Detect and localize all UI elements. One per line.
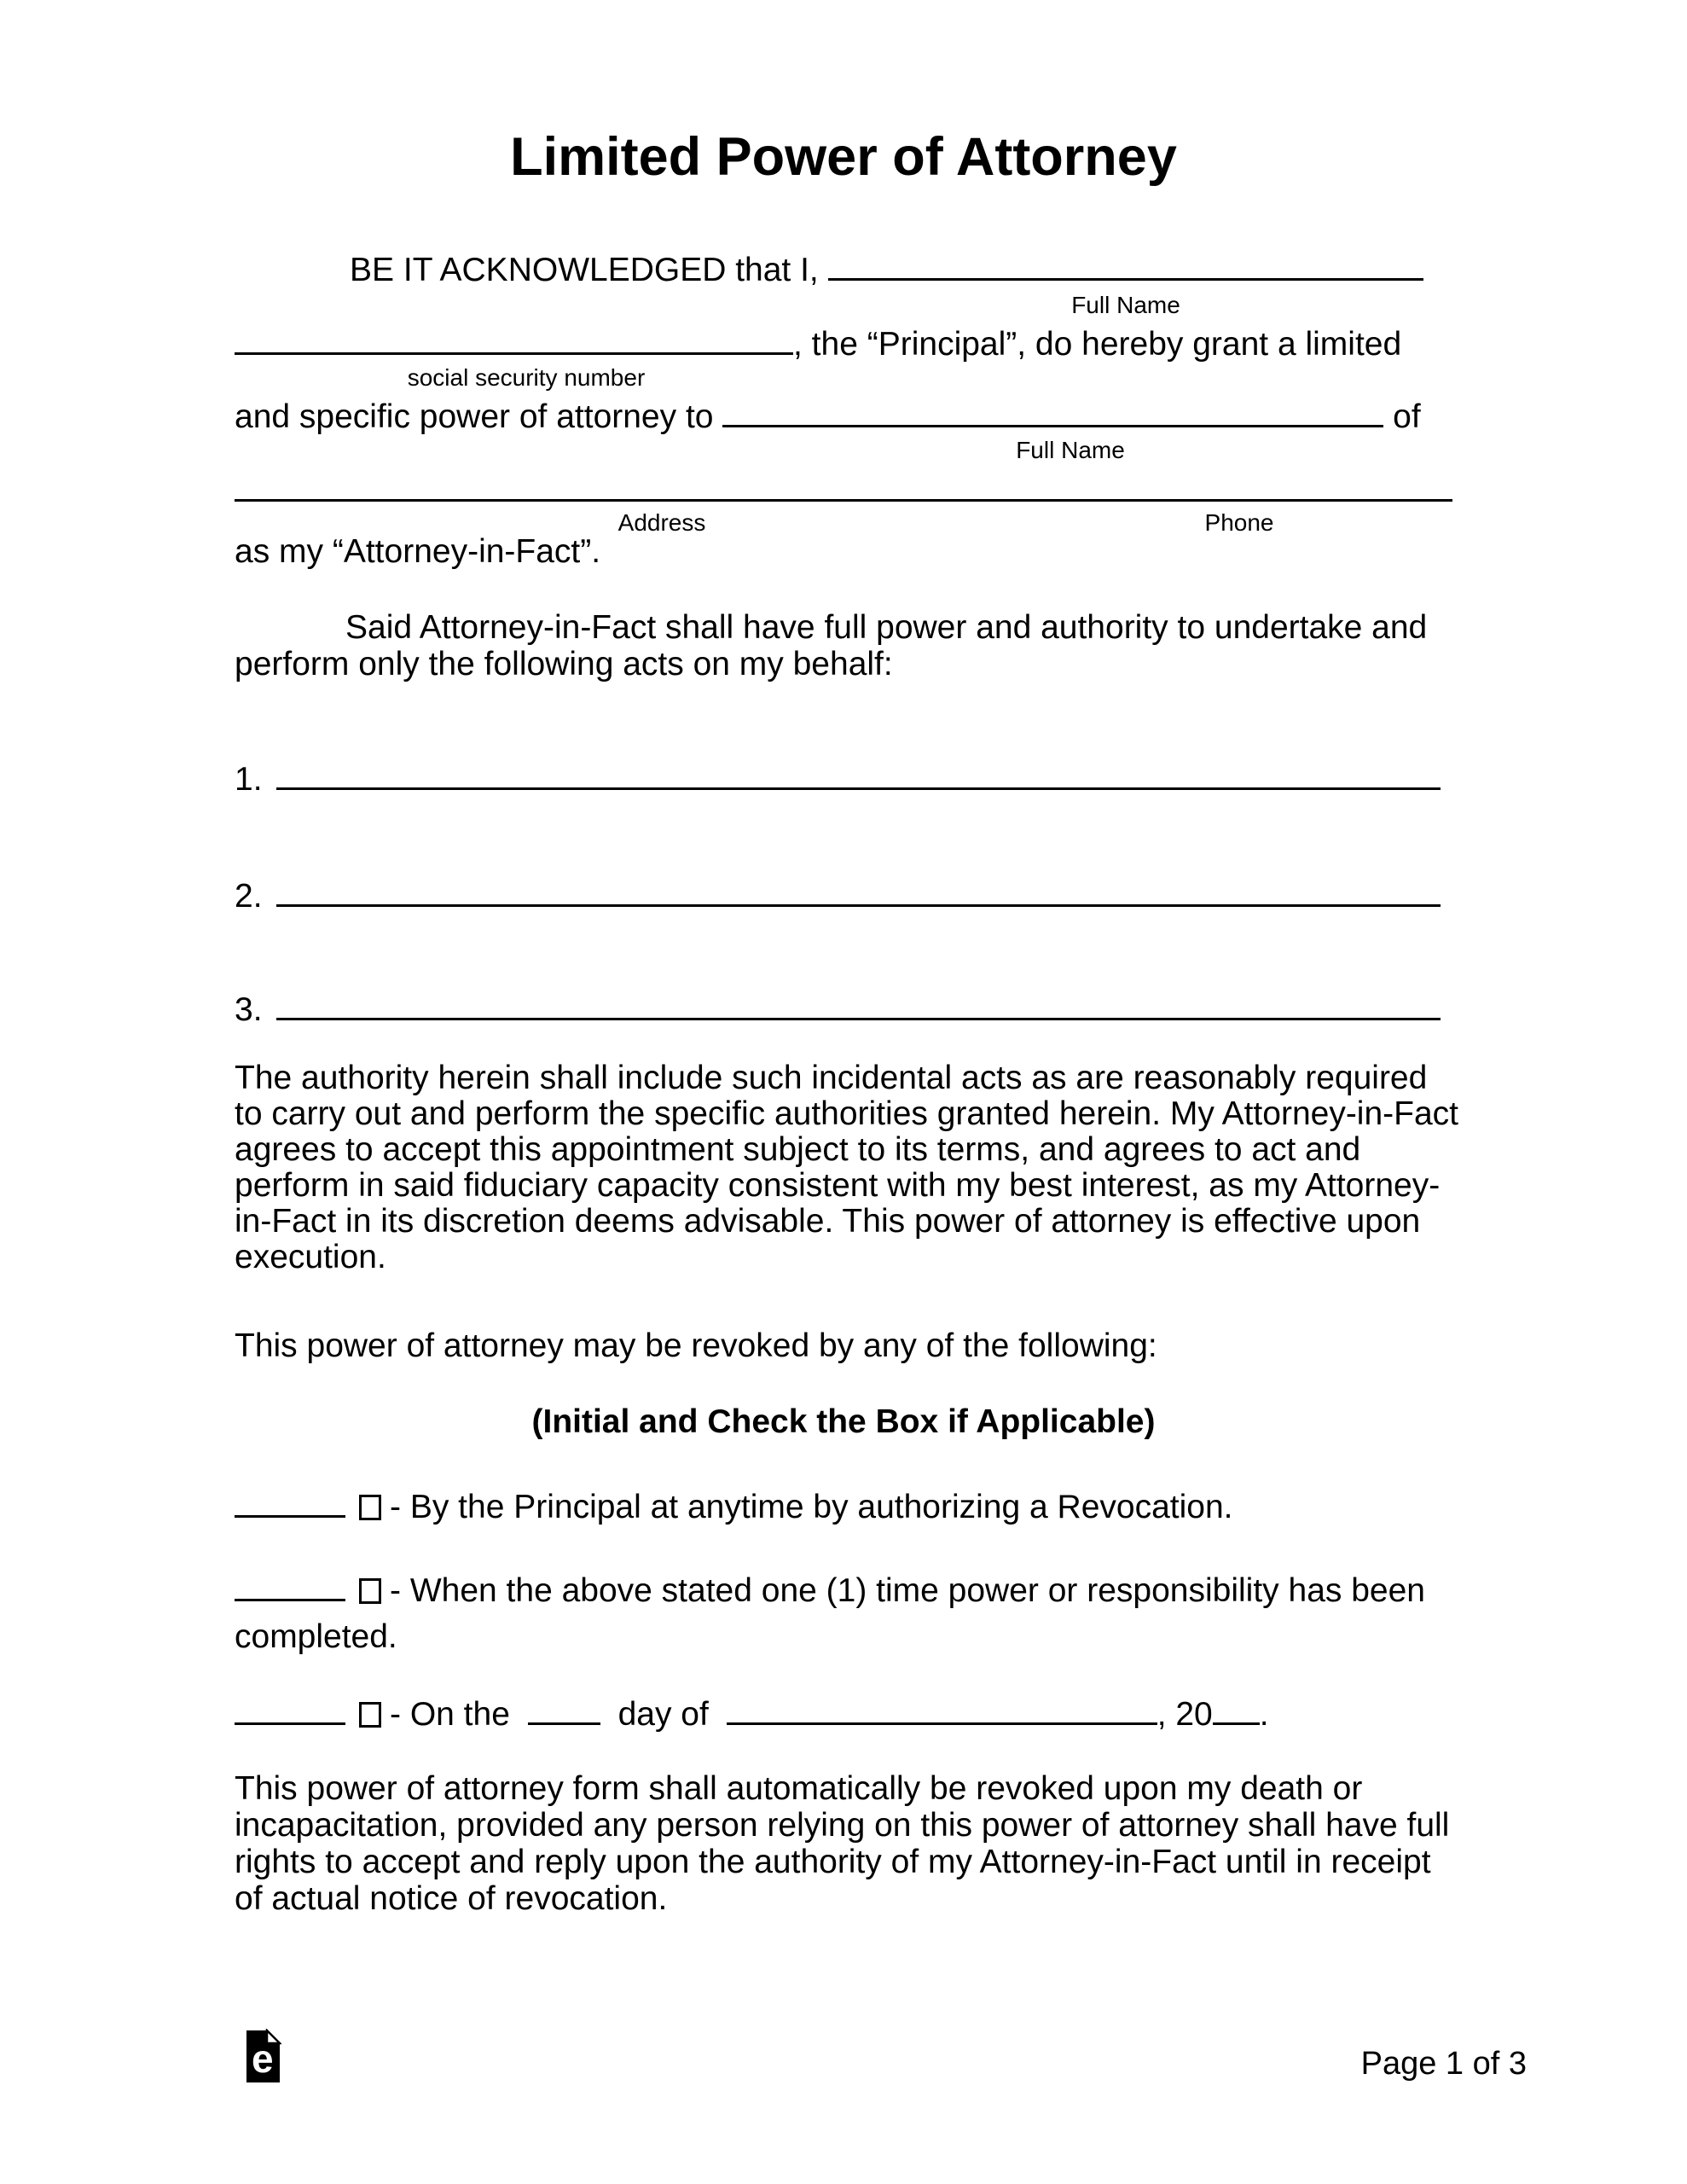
eforms-logo (245, 2029, 281, 2084)
revocation-option-3-prefix: - On the (390, 1696, 510, 1733)
act-number-2: 2. (235, 878, 263, 915)
act-number-3: 3. (235, 991, 263, 1028)
act-number-1: 1. (235, 761, 263, 798)
revocation-option-1 (235, 1489, 1233, 1525)
acknowledge-line (235, 252, 1423, 288)
full-name-label-2: Full Name (1016, 437, 1125, 463)
act-item-1 (235, 761, 1441, 798)
ssn-blank[interactable] (235, 327, 793, 355)
page-title: Limited Power of Attorney (510, 127, 1177, 187)
grant-suffix-text: of (1393, 398, 1421, 435)
act-blank-2[interactable] (276, 879, 1441, 907)
acts-intro-line-2: perform only the following acts on my behalf: (235, 646, 893, 682)
full-name-label-1: Full Name (1071, 292, 1180, 318)
grant-text: and specific power of attorney to (235, 398, 714, 435)
revocation-option-1-label: - By the Principal at anytime by authorizing a Revocation. (390, 1489, 1233, 1525)
closing-line: incapacitation, provided any person relying on this power of attorney shall have full (235, 1807, 1450, 1844)
act-blank-1[interactable] (276, 762, 1441, 790)
attorney-in-fact-line: as my “Attorney-in-Fact”. (235, 533, 601, 570)
initials-blank-1[interactable] (235, 1490, 345, 1518)
authority-line: to carry out and perform the specific authorities granted herein. My Attorney-in-Fact (235, 1095, 1459, 1132)
principal-line (235, 326, 1401, 363)
attorney-name-blank[interactable] (722, 399, 1383, 427)
year-blank[interactable] (1213, 1697, 1260, 1725)
act-blank-3[interactable] (276, 992, 1441, 1020)
revocation-option-3-end: . (1259, 1696, 1269, 1733)
revocation-checkbox-2[interactable] (359, 1578, 381, 1604)
eforms-document-icon (245, 2029, 281, 2084)
acknowledge-text: BE IT ACKNOWLEDGED that I, (350, 252, 819, 288)
principal-name-blank[interactable] (828, 253, 1423, 281)
revocation-option-3-mid1: day of (617, 1696, 709, 1733)
address-phone-blank[interactable] (235, 471, 1452, 502)
closing-paragraph (235, 1770, 1449, 1917)
grant-line (235, 398, 1421, 435)
revocation-checkbox-3[interactable] (359, 1702, 381, 1728)
revocation-instruction: (Initial and Check the Box if Applicable) (531, 1403, 1156, 1440)
month-blank[interactable] (727, 1697, 1157, 1725)
closing-line: rights to accept and reply upon the authority of my Attorney-in-Fact until in receipt (235, 1844, 1431, 1880)
authority-line: execution. (235, 1239, 386, 1275)
phone-label: Phone (1204, 509, 1274, 536)
revocation-option-2-continued: completed. (235, 1618, 397, 1655)
revocation-checkbox-1[interactable] (359, 1495, 381, 1520)
authority-line: The authority herein shall include such incidental acts as are reasonably required (235, 1060, 1428, 1096)
initials-blank-3[interactable] (235, 1697, 345, 1725)
acts-intro-line-1: Said Attorney-in-Fact shall have full power and authority to undertake and (345, 609, 1428, 646)
revocation-intro: This power of attorney may be revoked by any of the following: (235, 1327, 1157, 1364)
act-item-2 (235, 878, 1441, 915)
authority-line: in-Fact in its discretion deems advisable. This power of attorney is effective upon (235, 1203, 1421, 1240)
principal-text: , the “Principal”, do hereby grant a limited (793, 326, 1402, 363)
day-blank[interactable] (528, 1697, 600, 1725)
authority-line: perform in said fiduciary capacity consistent with my best interest, as my Attorney- (235, 1167, 1441, 1204)
revocation-option-2-label: - When the above stated one (1) time power or responsibility has been (390, 1572, 1425, 1609)
logo-letter: e (252, 2036, 274, 2081)
authority-paragraph (235, 1060, 1458, 1275)
address-label: Address (617, 509, 706, 536)
revocation-option-2 (235, 1572, 1425, 1609)
act-item-3 (235, 991, 1441, 1028)
revocation-option-3 (235, 1696, 1269, 1733)
page-number: Page 1 of 3 (1360, 2046, 1527, 2082)
authority-line: agrees to accept this appointment subject to its terms, and agrees to act and (235, 1131, 1361, 1168)
initials-blank-2[interactable] (235, 1573, 345, 1601)
revocation-option-3-mid2: , 20 (1157, 1696, 1213, 1733)
ssn-label: social security number (407, 364, 646, 391)
closing-line: This power of attorney form shall automatically be revoked upon my death or (235, 1770, 1363, 1807)
closing-line: of actual notice of revocation. (235, 1880, 668, 1917)
